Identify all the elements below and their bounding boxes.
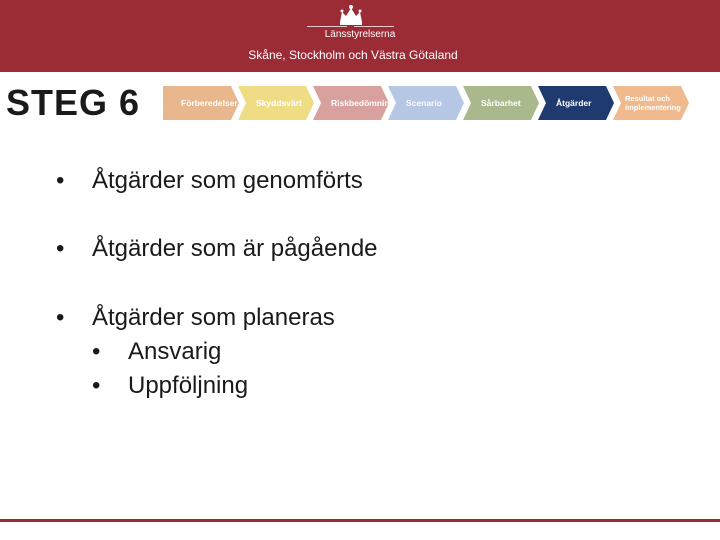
process-steps	[163, 86, 698, 127]
process-step-label: Scenario	[406, 98, 442, 108]
logo-divider-right	[354, 26, 394, 27]
sub-bullet-dot: •	[92, 338, 101, 365]
sub-bullet-dot: •	[92, 372, 101, 399]
crown-logo-icon	[337, 4, 365, 26]
process-step-label: Åtgärder	[556, 98, 592, 108]
bullet-text: Åtgärder som är pågående	[92, 235, 378, 262]
bullet-text: Åtgärder som planeras	[92, 304, 335, 331]
bullet-dot: •	[56, 235, 65, 262]
bullet-dot: •	[56, 167, 65, 194]
sub-bullet-text: Uppföljning	[128, 372, 249, 399]
sub-bullet-text: Ansvarig	[128, 338, 222, 365]
header-banner	[0, 0, 720, 72]
bullet-dot: •	[56, 304, 65, 331]
process-step-label: Förberedelser	[181, 98, 238, 108]
slide-title: STEG 6	[6, 82, 141, 123]
region-subtitle: Skåne, Stockholm och Västra Götaland	[248, 48, 458, 62]
bullet-text: Åtgärder som genomförts	[92, 167, 363, 194]
process-step-label: Sårbarhet	[481, 98, 521, 108]
process-step-label: Resultat och implementering	[625, 94, 681, 112]
process-step-label: Riskbedömning	[331, 98, 395, 108]
logo-text: Länsstyrelserna	[324, 29, 396, 40]
logo-divider-left	[307, 26, 347, 27]
process-step-label: Skyddsvärt	[256, 98, 302, 108]
footer-rule	[0, 519, 720, 522]
